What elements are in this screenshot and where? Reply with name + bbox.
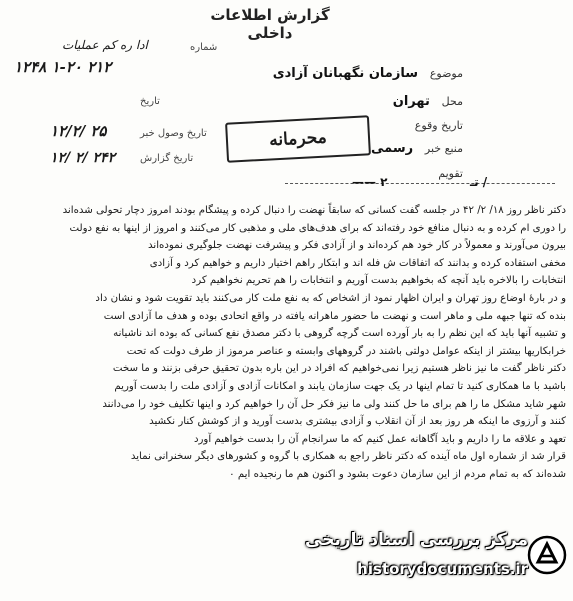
- number-office: ادا ره کم عملیات: [62, 38, 148, 52]
- receive-date-label: تاریخ وصول خبر: [140, 128, 207, 139]
- body-line: قرار شد از شماره اول ماه آینده که دکتر ناظر راجع به همکاری با گروه و کشورهای دیگر سخنرانی نماید: [130, 451, 566, 463]
- body-line: کنند و آرزوی ما اینکه هر روز بعد از آن انقلاب و آزادی بیشتری بدست آورید و از کوشش کنار نکشید: [149, 416, 566, 428]
- location-field: [393, 94, 463, 109]
- watermark-url: historydocuments.ir: [357, 560, 528, 578]
- evaluation-field: [438, 166, 463, 180]
- body-line: و تشبیه آنها باید که این نظم را به بار آورده است گرچه گروهی با دکتر مصدق نفع کسانی که بوده اند ناشیانه: [113, 328, 566, 340]
- date-label: تاریخ: [140, 96, 160, 107]
- archive-logo-icon: [526, 534, 568, 576]
- body-line: دکتر ناظر روز ۱۸/ ۲/ ۴۲ در جلسه گفت کسانی که سابقاً نهضت را دنبال کرده و پیشگام بودند امروز دچار تحولی شده‌اند: [62, 205, 566, 216]
- event-date-label: تاریخ وقوع: [414, 119, 463, 132]
- number-label: شماره: [190, 42, 218, 53]
- divider-mark-left: —— ۲: [352, 175, 388, 189]
- header-divider: [285, 183, 555, 184]
- body-line: تعهد و علاقه ما را داریم و باید آگاهانه عمل کنیم که ما سرانجام آن را بدست خواهیم آورد: [193, 433, 566, 445]
- body-line: بنده که تنها جبهه ملی و ماهر است و نهضت ما حضور ماهرانه یافته در واقع اتحادی بوده و هدف ما آزادی است: [103, 310, 566, 322]
- location-value: تهران: [392, 94, 430, 109]
- body-line: شده‌اند که به تمام مردم از این سازمان دعوت بشود و اکنون هم ما رنجیده ایم ۰: [229, 468, 566, 480]
- receive-date-value: ۱۲/۲/ ۲۵: [50, 122, 107, 140]
- location-label: محل: [441, 95, 463, 108]
- evaluation-label: تقویم: [438, 167, 463, 180]
- number-handwritten: ۱۲۴۸ ۱-۲۰ ۲۱۲: [14, 58, 112, 76]
- body-line: شهر شاید مشکل ما را هم برای ما حل کنند ولی ما نیز فکر حل آن را خواهیم کرد و اینها تکلیف خود را می‌دانند: [102, 398, 566, 410]
- report-body: [6, 202, 566, 484]
- report-date-label: تاریخ گزارش: [140, 153, 194, 164]
- watermark: [288, 530, 568, 596]
- body-line: باشید با ما همکاری کنید تا تمام اینها در یک جهت سازمان یابند و امکانات آزادی و آزادی ملت را بدست آوریم: [114, 380, 566, 392]
- body-line: خرابکاریها بیشتر از اینکه عوامل دولتی باشند در گروههای وابسته و عناصر مرموز از طرف دولت که تحت: [126, 345, 566, 357]
- report-date-value: ۱۲/ ۲/ ۲۴۲: [50, 150, 116, 166]
- body-line: و در بارۀ اوضاع روز تهران و ایران اظهار نمود از اشخاص که به نفع ملت کار می‌کنند باید تقویت شود و نشان داد: [95, 292, 566, 304]
- source-label: منبع خبر: [424, 142, 463, 155]
- watermark-title: مرکز بررسی اسناد تاریخی: [305, 530, 528, 550]
- source-field: [371, 141, 463, 156]
- source-value: رسمی: [370, 141, 414, 156]
- event-date-field: [415, 118, 463, 132]
- body-line: انتخابات را بالاخره باید آنچه که بخواهیم بدست آوریم و انتخابات را هم تحریم نخواهیم کرد: [191, 275, 566, 287]
- stamp-text: محرمانه: [268, 127, 328, 151]
- body-line: را دوری ام کرده و به دنبال منافع خود رفته‌اند که برای هدف‌های ملی و مذهبی کار می‌کنند و امروز از اینها به نفع دولت: [69, 222, 566, 234]
- confidential-stamp: [225, 115, 371, 162]
- body-line: بیرون می‌آورند و معمولاً در کار خود هم کرده‌اند و از آزادی فکر و پیشرفت نهضت جلوگیری نموده‌اند: [148, 240, 566, 252]
- body-line: مخفی استفاده کرده و بدانند که اتفاقات ش فله اند و ابتکار راهم اختیار داریم و خواهیم کرد و آزادی: [149, 257, 566, 269]
- body-line: دکتر ناظر گفت ما نیز ناظر هستیم زیرا نمی‌خواهیم که افراد در این باره بدون تحقیق حرفی بزنند و ما سخت: [112, 363, 566, 375]
- subject-value: سازمان نگهبانان آزادی: [272, 66, 418, 81]
- subject-label: موضوع: [429, 67, 463, 80]
- document-title: گزارش اطلاعات داخلی: [210, 6, 330, 42]
- divider-mark-right: تـ /: [470, 175, 488, 189]
- subject-field: [273, 66, 463, 81]
